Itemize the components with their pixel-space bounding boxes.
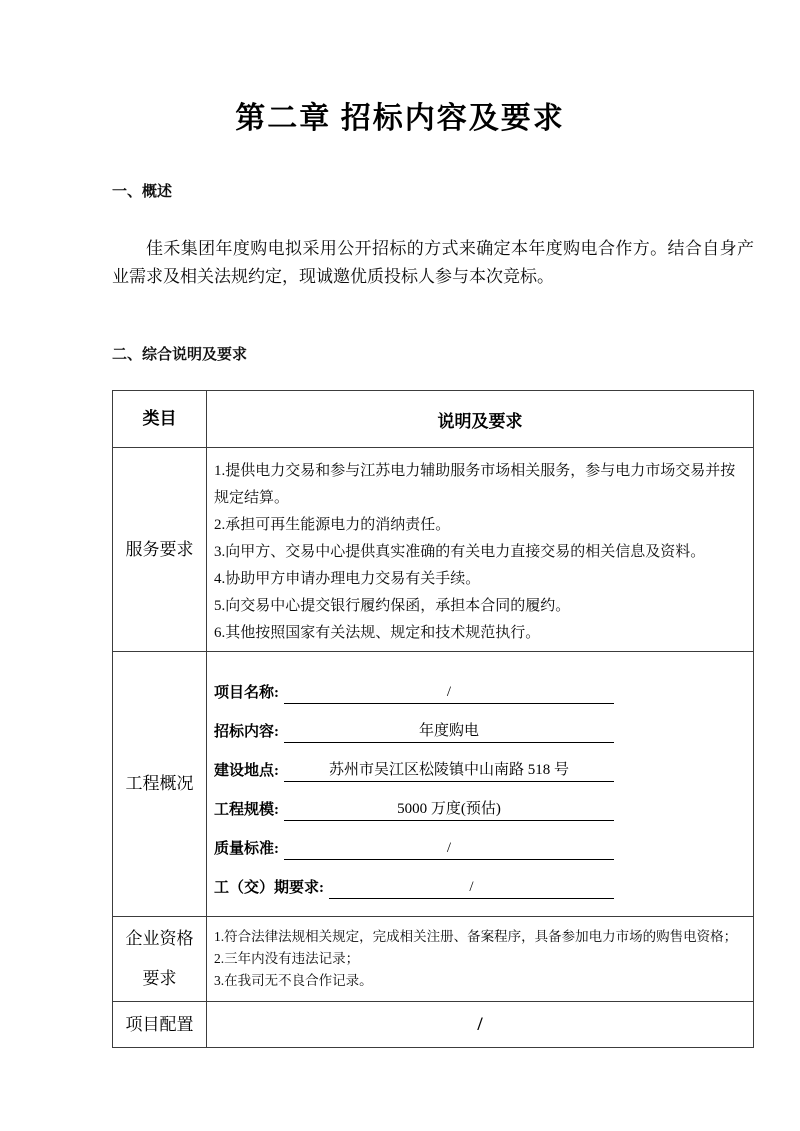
field-label-delivery-period: 工（交）期要求: [214, 880, 324, 896]
service-item-6: 6.其他按照国家有关法规、规定和技术规范执行。 [214, 625, 541, 641]
field-value-delivery-period: / [329, 877, 614, 899]
table-row-project-overview [113, 652, 754, 917]
field-row-quality-standard [214, 838, 614, 860]
service-item-4: 4.协助甲方申请办理电力交易有关手续。 [214, 571, 481, 587]
field-label-quality-standard: 质量标准: [214, 841, 279, 857]
configuration-value: / [207, 1002, 754, 1048]
category-label-qualifications: 企业资格要求 [113, 917, 207, 1002]
category-label-configuration: 项目配置 [113, 1002, 207, 1048]
field-value-construction-site: 苏州市吴江区松陵镇中山南路 518 号 [284, 760, 614, 782]
category-label-service: 服务要求 [113, 448, 207, 652]
field-label-construction-site: 建设地点: [214, 763, 279, 779]
field-value-quality-standard: / [284, 838, 614, 860]
section2-heading: 二、综合说明及要求 [112, 346, 248, 363]
service-item-2: 2.承担可再生能源电力的消纳责任。 [214, 517, 451, 533]
qualification-item-1: 1.符合法律法规相关规定，完成相关注册、备案程序，具备参加电力市场的购售电资格； [214, 929, 738, 944]
field-value-project-scale: 5000 万度(预估) [284, 799, 614, 821]
document-content [112, 180, 754, 1048]
service-item-5: 5.向交易中心提交银行履约保函，承担本合同的履约。 [214, 598, 571, 614]
qualifications-cell [207, 917, 754, 1002]
field-row-delivery-period [214, 877, 614, 899]
field-label-project-scale: 工程规模: [214, 802, 279, 818]
project-overview-cell [207, 652, 754, 917]
table-header-row [113, 391, 754, 448]
table-row-service-requirements [113, 448, 754, 652]
field-label-project-name: 项目名称: [214, 685, 279, 701]
field-row-project-scale [214, 799, 614, 821]
field-row-project-name [214, 682, 614, 704]
header-cell-category: 类目 [113, 391, 207, 448]
section1-heading: 一、概述 [112, 183, 173, 200]
table-row-project-configuration [113, 1002, 754, 1048]
field-value-bid-content: 年度购电 [284, 721, 614, 743]
field-row-bid-content [214, 721, 614, 743]
requirements-table [112, 390, 754, 1048]
field-value-project-name: / [284, 682, 614, 704]
qualification-item-3: 3.在我司无不良合作记录。 [214, 973, 373, 988]
category-label-project: 工程概况 [113, 652, 207, 917]
page-title: 第二章 招标内容及要求 [235, 102, 565, 135]
table-row-enterprise-qualifications [113, 917, 754, 1002]
header-cell-description: 说明及要求 [207, 391, 754, 448]
field-label-bid-content: 招标内容: [214, 724, 279, 740]
service-item-3: 3.向甲方、交易中心提供真实准确的有关电力直接交易的相关信息及资料。 [214, 544, 706, 560]
overview-paragraph: 佳禾集团年度购电拟采用公开招标的方式来确定本年度购电合作方。结合自身产业需求及相关法规约定，现诚邀优质投标人参与本次竞标。 [112, 239, 754, 286]
service-requirements-cell [207, 448, 754, 652]
service-item-1: 1.提供电力交易和参与江苏电力辅助服务市场相关服务，参与电力市场交易并按规定结算。 [214, 463, 736, 506]
field-row-construction-site [214, 760, 614, 782]
qualification-item-2: 2.三年内没有违法记录； [214, 951, 360, 966]
